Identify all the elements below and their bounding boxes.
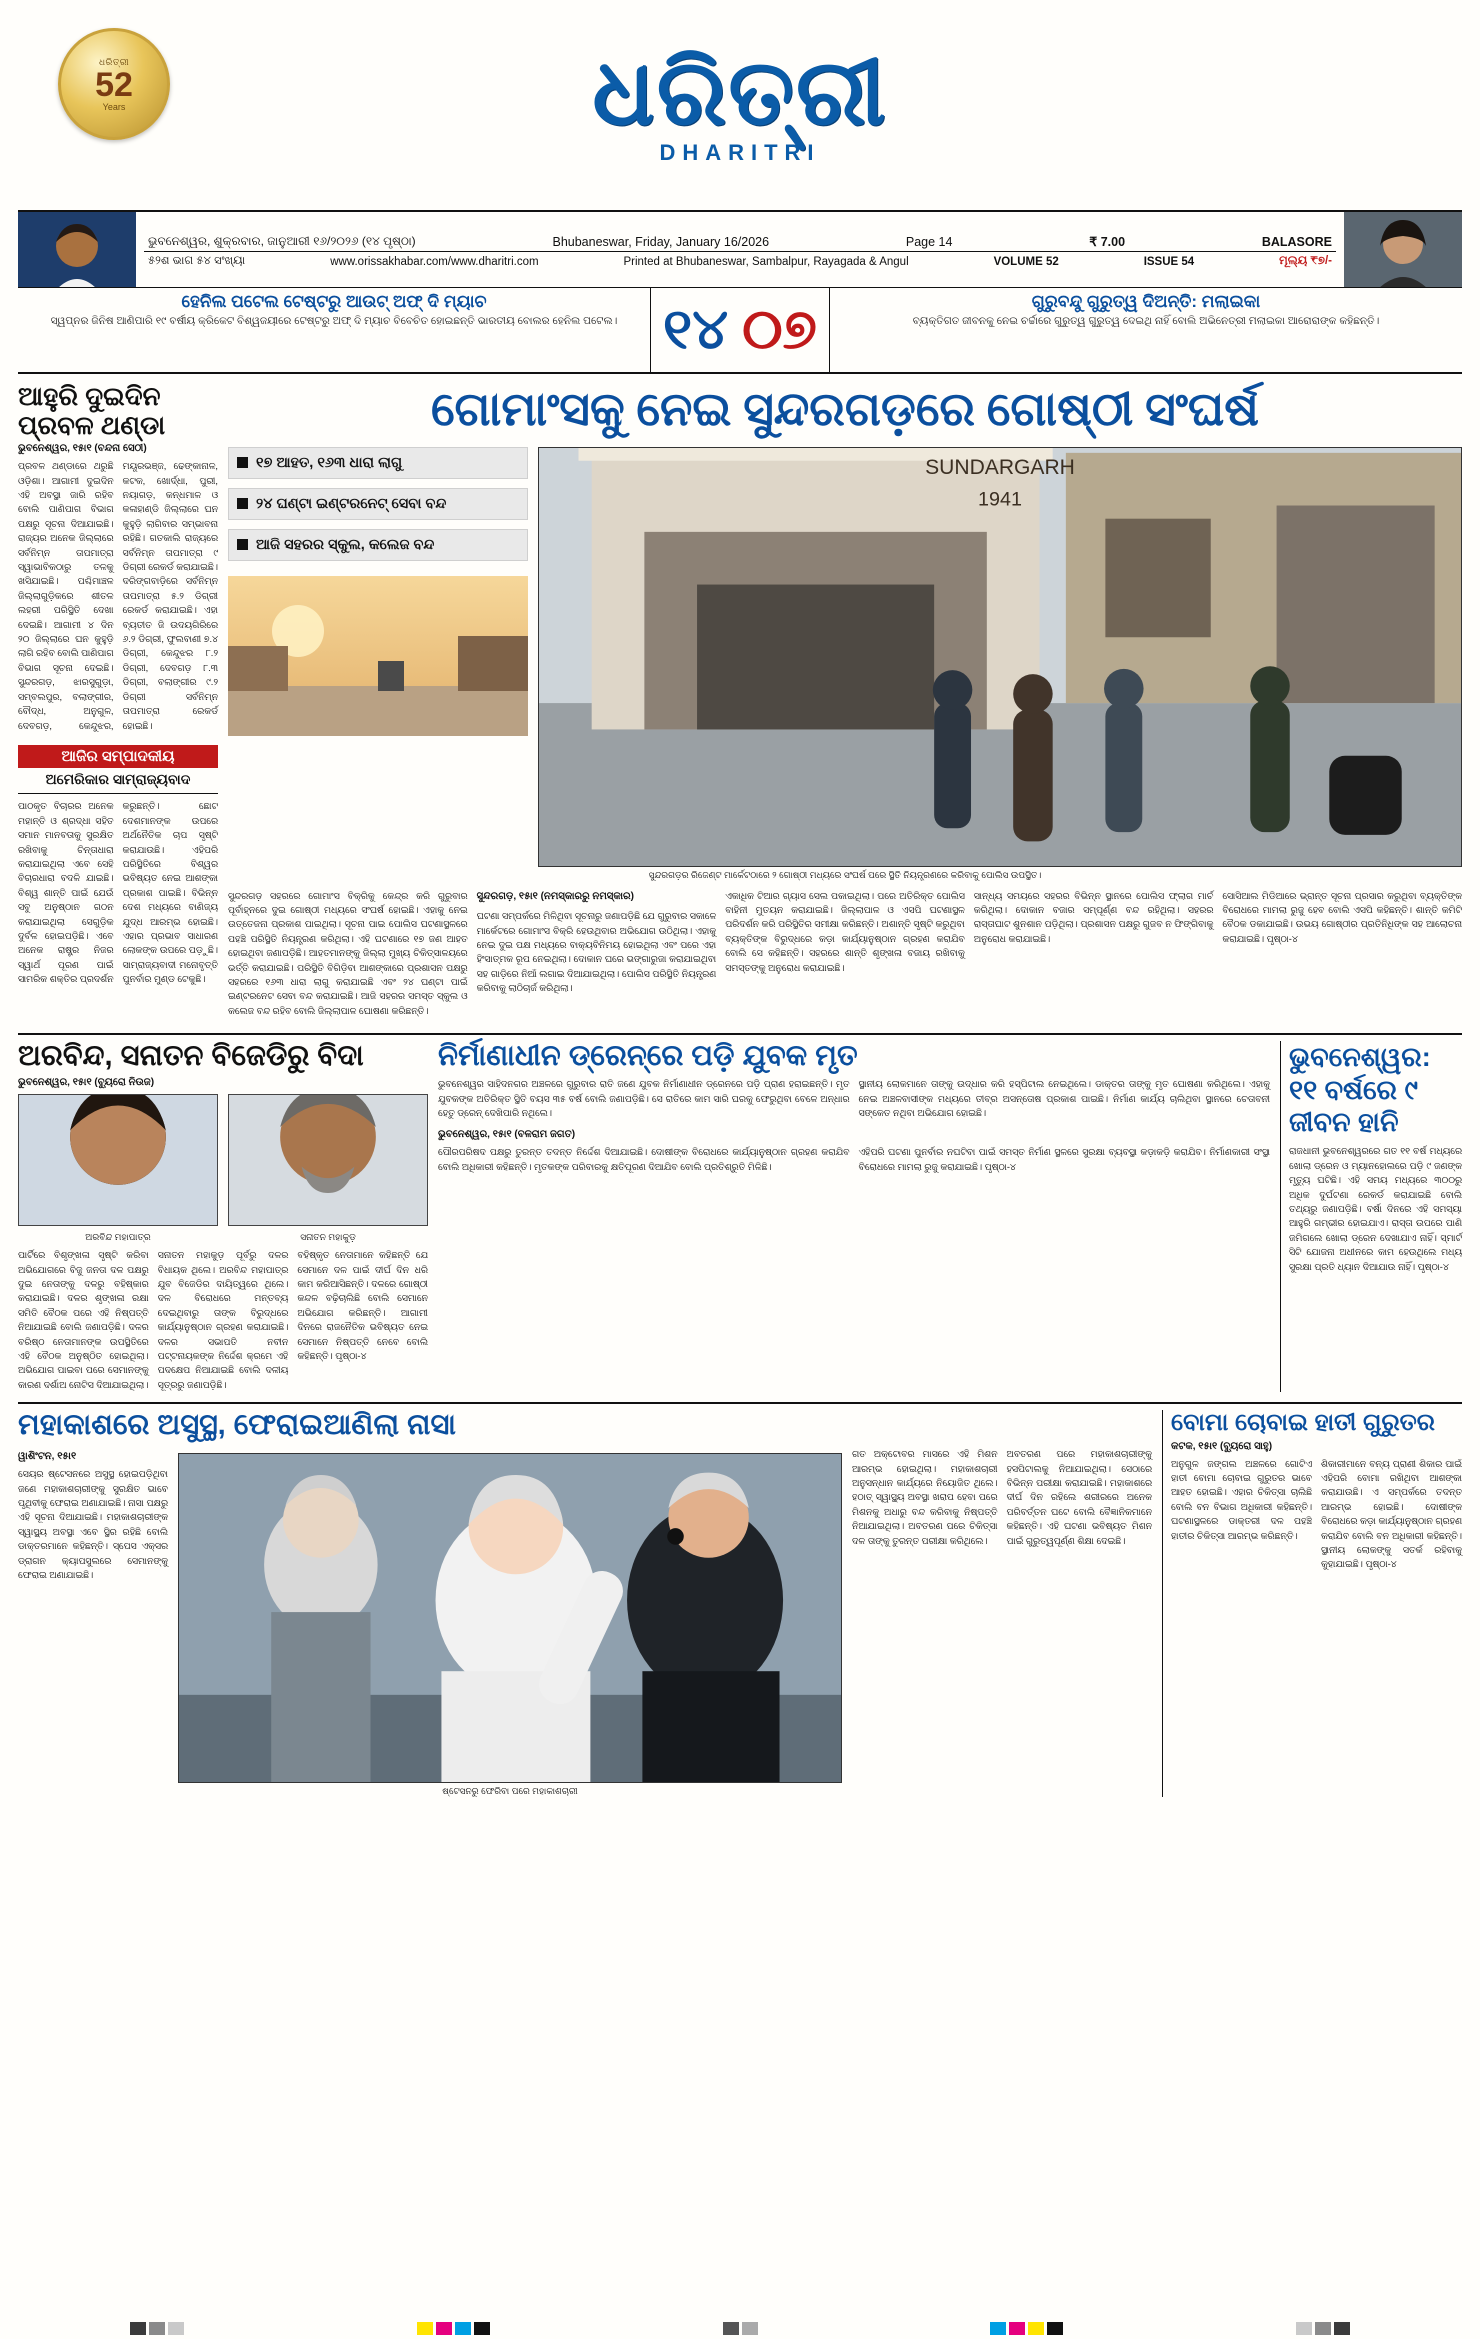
bullet-square-icon bbox=[237, 498, 248, 509]
deaths-body-text: ରାଜଧାନୀ ଭୁବନେଶ୍ୱରରେ ଗତ ୧୧ ବର୍ଷ ମଧ୍ୟରେ ଖୋଲା ଡ୍ରେନ ଓ ମ୍ୟାନହୋଲରେ ପଡ଼ି ୯ ଜଣଙ୍କ ମୃତ୍ୟୁ ଘଟିଛି। ଏହି ସମୟ ମଧ୍ୟରେ ୩୦୦ରୁ ଅଧିକ ଦୁର୍ଘଟଣା ରେକର୍ଡ କରାଯାଇଛି ବୋଲି ତଥ୍ୟରୁ ଜଣାପଡ଼ିଛି। ବର୍ଷା ଦିନରେ ଏହି ସମସ୍ୟା ଆହୁରି ଗମ୍ଭୀର ହୋଇଯାଏ। ରାସ୍ତା ଉପରେ ପାଣି ଜମିଗଲେ ଖୋଲା ଡ୍ରେନ ଦେଖାଯାଏ ନାହିଁ। ସ୍ମାର୍ଟ ସିଟି ଯୋଜନା ଅଧୀନରେ କାମ ହେଉଥିଲେ ମଧ୍ୟ ସୁରକ୍ଷା ପ୍ରତି ଧ୍ୟାନ ଦିଆଯାଉ ନାହିଁ। ପୃଷ୍ଠା-୪ bbox=[1289, 1146, 1462, 1272]
teaser-left-text: ସ୍ୱପ୍ନର ଜିନିଷ ଆଣିପାରି ୧୯ ବର୍ଷୀୟ କ୍ରିକେଟ ବିଶ୍ୱଜୟୀରେ ଟେଷ୍ଟରୁ ଅଫ୍ ଦି ମ୍ୟାଚ ବିବେଚିତ ହୋଇଛନ୍ତି ଭାରତୀୟ ବୋଲର ହେନିଲ ପଟେଲ। bbox=[50, 314, 618, 327]
lead-col-3 bbox=[725, 889, 965, 1024]
nasa-col2-text: ଗତ ଅକ୍ଟୋବର ମାସରେ ଏହି ମିଶନ ଆରମ୍ଭ ହୋଇଥିଲା। ମହାକାଶଚାରୀ ଅନୁସନ୍ଧାନ କାର୍ଯ୍ୟରେ ନିୟୋଜିତ ଥିଲେ। ହଠାତ୍ ସ୍ୱାସ୍ଥ୍ୟ ଅବସ୍ଥା ଖରାପ ହେବା ପରେ ମିଶନକୁ ଅଧାରୁ ବନ୍ଦ କରିବାକୁ ନିଷ୍ପତ୍ତି ନିଆଯାଇଥିଲା। ଅବତରଣ ପରେ ଚିକିତ୍ସା ଦଳ ତାଙ୍କୁ ତୁରନ୍ତ ପରୀକ୍ଷା କରିଥିଲେ। bbox=[852, 1449, 998, 1546]
masthead-title-block bbox=[592, 42, 888, 165]
bjd-headline: ଅରବିନ୍ଦ, ସନାତନ ବିଜେଡିରୁ ବିଦା bbox=[18, 1040, 364, 1073]
reg-swatch bbox=[130, 2322, 146, 2335]
edition-name: BALASORE bbox=[1261, 234, 1332, 249]
riot-scene-photo-illustration bbox=[539, 448, 1461, 866]
lead-bullets bbox=[228, 447, 528, 867]
cricketer-photo bbox=[18, 212, 136, 287]
reg-swatch bbox=[1334, 2322, 1350, 2335]
lead-bullet-text: ୨୪ ଘଣ୍ଟା ଇଣ୍ଟରନେଟ୍ ସେବା ବନ୍ଦ bbox=[256, 495, 447, 512]
lead-bullet bbox=[228, 529, 528, 561]
main-content bbox=[18, 382, 1462, 1023]
story-drain bbox=[438, 1041, 1270, 1392]
cover-price: ₹ 7.00 bbox=[1089, 235, 1126, 249]
bjd-body-3: ବହିଷ୍କୃତ ନେତାମାନେ କହିଛନ୍ତି ଯେ ସେମାନେ ଦଳ ପାଇଁ ଦୀର୍ଘ ଦିନ ଧରି କାମ କରିଆସିଛନ୍ତି। ଦଳରେ ଗୋଷ୍ଠୀ କନ୍ଦଳ ବଢ଼ିଚାଲିଛି ବୋଲି ସେମାନେ ଅଭିଯୋଗ କରିଛନ୍ତି। ଆଗାମୀ ଦିନରେ ରାଜନୈତିକ ଭବିଷ୍ୟତ ନେଇ ସେମାନେ ନିଷ୍ପତ୍ତି ନେବେ ବୋଲି କହିଛନ୍ତି। ପୃଷ୍ଠା-୪ bbox=[297, 1250, 428, 1362]
registration-swatches-right bbox=[1296, 2322, 1350, 2335]
bjd-body-2: ସନାତନ ମହାକୁଡ଼ ପୂର୍ବରୁ ଦଳର ବିଧାୟକ ଥିଲେ। ଅରବିନ୍ଦ ମହାପାତ୍ର ଯୁବ ବିଜେଡିର ଦାୟିତ୍ୱରେ ଥିଲେ। ଦଳ ବିରୋଧରେ ମନ୍ତବ୍ୟ ଦେଇଥିବାରୁ ତାଙ୍କ ବିରୁଦ୍ଧରେ କାର୍ଯ୍ୟାନୁଷ୍ଠାନ ଗ୍ରହଣ କରାଯାଇଛି। ଦଳର ସଭାପତି ନବୀନ ପଟ୍ଟନାୟକଙ୍କ ନିର୍ଦ୍ଦେଶ କ୍ରମେ ଏହି ପଦକ୍ଷେପ ନିଆଯାଇଛି ବୋଲି ଦଳୀୟ ସୂତ୍ରରୁ ଜଣାପଡ଼ିଛି। bbox=[157, 1250, 289, 1390]
teaser-left-headline: ହେନିଲ ପଟେଲ ଟେଷ୍ଟରୁ ଆଉଟ୍ ଅଫ୍ ଦି ମ୍ୟାଚ bbox=[181, 292, 487, 311]
badge-number: 52 bbox=[95, 65, 133, 104]
lead-col-5 bbox=[1222, 889, 1462, 1024]
story-elephant bbox=[1162, 1410, 1462, 1797]
lead-bullet bbox=[228, 488, 528, 520]
drain-headline: ନିର୍ମାଣାଧୀନ ଡ୍ରେନ୍‌ରେ ପଡ଼ି ଯୁବକ ମୃତ bbox=[438, 1040, 858, 1073]
man-portrait-icon bbox=[19, 1095, 217, 1225]
masthead bbox=[18, 0, 1462, 210]
teaser-left[interactable] bbox=[18, 288, 650, 372]
nasa-photo-caption: ଷ୍ଟେସନରୁ ଫେରିବା ପରେ ମହାକାଶଚାରୀ bbox=[442, 1786, 578, 1797]
elephant-dateline: କଟକ, ୧୫ା୧ (ବ୍ୟୁରୋ ସାହୁ) bbox=[1171, 1440, 1273, 1452]
lead-photo bbox=[538, 447, 1462, 867]
right-column bbox=[228, 382, 1462, 1023]
secondary-stories bbox=[18, 1033, 1462, 1392]
teaser-right-text: ବ୍ୟକ୍ତିଗତ ଜୀବନକୁ ନେଇ ଚର୍ଚ୍ଚାରେ ଗୁରୁତ୍ୱ ଗୁରୁତ୍ୱ ଦେଇଥି ନାହିଁ ବୋଲି ଅଭିନେତ୍ରୀ ମଲାଇକା ଆରୋରାଙ୍କ କହିଛନ୍ତି। bbox=[912, 314, 1380, 327]
registration-swatches-left bbox=[130, 2322, 184, 2335]
odia-dateline: ଭୁବନେଶ୍ୱର, ଶୁକ୍ରବାର, ଜାନୁଆରୀ ୧୬/୨୦୨୬ (୧୪ ପୃଷ୍ଠା) bbox=[148, 234, 416, 248]
nasa-col1-text: ସେୟର ଷ୍ଟେସନରେ ଅସୁସ୍ଥ ହୋଇପଡ଼ିଥିବା ଜଣେ ମହାକାଶଚାରୀଙ୍କୁ ସୁରକ୍ଷିତ ଭାବେ ପୃଥିବୀକୁ ଫେରାଇ ଅଣାଯାଇଛି। ନାସା ପକ୍ଷରୁ ଏହି ସୂଚନା ଦିଆଯାଇଛି। ମହାକାଶଚାରୀଙ୍କ ସ୍ୱାସ୍ଥ୍ୟ ଅବସ୍ଥା ଏବେ ସ୍ଥିର ରହିଛି ବୋଲି ଡାକ୍ତରମାନେ କହିଛନ୍ତି। ସ୍ପେସ ଏକ୍ସର ଡ୍ରାଗନ କ୍ୟାପସୁଲରେ ସେମାନଙ୍କୁ ଫେରାଇ ଅଣାଯାଇଛି। bbox=[18, 1469, 168, 1580]
drain-body-4: ଏହିପରି ଘଟଣା ପୁନର୍ବାର ନଘଟିବା ପାଇଁ ସମସ୍ତ ନିର୍ମାଣ ସ୍ଥଳରେ ସୁରକ୍ଷା ବ୍ୟବସ୍ଥା କଡ଼ାକଡ଼ି କରାଯିବ। ନିର୍ମାଣକାରୀ ସଂସ୍ଥା ବିରୋଧରେ ମାମଲା ରୁଜୁ କରାଯାଇଛି। ପୃଷ୍ଠା-୪ bbox=[858, 1147, 1270, 1172]
drain-body-1: ଭୁବନେଶ୍ୱର ସାହିଦନଗର ଅଞ୍ଚଳରେ ଗୁରୁବାର ରାତି ଜଣେ ଯୁବକ ନିର୍ମାଣାଧୀନ ଡ୍ରେନରେ ପଡ଼ି ପ୍ରାଣ ହରାଇଛନ୍ତି। ମୃତ ଯୁବକଙ୍କ ଅତିରିକ୍ତ ସ୍ଥିତି ବୟସ ୩୫ ବର୍ଷ ବୋଲି ଜଣାପଡ଼ିଛି। ସେ ରାତିରେ କାମ ସାରି ଘରକୁ ଫେରୁଥିବା ବେଳେ ଅନ୍ଧାର ହେତୁ ଡ୍ରେନ୍ ଦେଖିପାରି ନଥିଲେ। bbox=[438, 1079, 850, 1118]
teaser-right-headline: ଗୁରୁବନ୍ଦୁ ଗୁରୁତ୍ୱ ଦିଅନ୍ତି: ମଲାଇକା bbox=[1031, 292, 1261, 311]
reg-swatch bbox=[1296, 2322, 1312, 2335]
portrait-arabinda bbox=[18, 1094, 218, 1226]
elephant-col1-text: ଅନୁଗୁଳ ଜଙ୍ଗଲ ଅଞ୍ଚଳରେ ଗୋଟିଏ ହାତୀ ବୋମା ଚୋବାଇ ଗୁରୁତର ଭାବେ ଆହତ ହୋଇଛି। ଏହାର ଚିକିତ୍ସା ଚାଲିଛି ବୋଲି ବନ ବିଭାଗ ଅଧିକାରୀ କହିଛନ୍ତି। ଘଟଣାସ୍ଥଳରେ ଡାକ୍ତରୀ ଦଳ ପହଞ୍ଚି ହାତୀର ଚିକିତ୍ସା ଆରମ୍ଭ କରିଛନ୍ତି। bbox=[1171, 1458, 1312, 1541]
info-bar-text bbox=[136, 212, 1344, 287]
bjd-body-1: ପାର୍ଟିରେ ବିଶୃଙ୍ଖଳା ସୃଷ୍ଟି କରିବା ଅଭିଯୋଗରେ ବିଜୁ ଜନତା ଦଳ ପକ୍ଷରୁ ଦୁଇ ନେତାଙ୍କୁ ଦଳରୁ ବହିଷ୍କାର କରାଯାଇଛି। ଦଳର ଶୃଙ୍ଖଳା ରକ୍ଷା ସମିତି ବୈଠକ ପରେ ଏହି ନିଷ୍ପତ୍ତି ନିଆଯାଇଛି ବୋଲି ଜଣାପଡ଼ିଛି। ଦଳର ବରିଷ୍ଠ ନେତାମାନଙ୍କ ଉପସ୍ଥିତିରେ ଏହି ବୈଠକ ଅନୁଷ୍ଠିତ ହୋଇଥିଲା। ଅଭିଯୋଗ ପାଇବା ପରେ ସେମାନଙ୍କୁ କାରଣ ଦର୍ଶାଅ ନୋଟିସ ଦିଆଯାଇଥିଲା। bbox=[18, 1250, 149, 1390]
nasa-dateline: ୱାଶିଂଟନ, ୧୫ା୧ bbox=[18, 1451, 77, 1463]
celebrity-portrait-icon bbox=[1344, 212, 1462, 287]
svg-text:SUNDARGARH: SUNDARGARH bbox=[925, 455, 1075, 479]
badge-years-label: Years bbox=[102, 101, 126, 112]
editorial-body-text: ପାଠକୃତ ବିଚାରର ଅନେକ ମହାନ୍ତି ଓ ଶ୍ରଦ୍ଧା ସହିତ ସମାନ ମାନବତାକୁ ସୁରକ୍ଷିତ ରଖିବାକୁ ଚିନ୍ତାଧାରା କରାଯାଇଥିଲା ଏବେ ସେହି ବିଚାରଧାରା ବଦଳି ଯାଇଛି। ବିଶ୍ୱ ଶାନ୍ତି ପାଇଁ ଯେଉଁ ସବୁ ଅନୁଷ୍ଠାନ ଗଠନ କରାଯାଇଥିଲା ସେଗୁଡ଼ିକ ଦୁର୍ବଳ ହୋଇପଡ଼ିଛି। ଏବେ ଅନେକ ରାଷ୍ଟ୍ର ନିଜର ସ୍ୱାର୍ଥ ପୂରଣ ପାଇଁ ସାମରିକ ଶକ୍ତିର ପ୍ରଦର୍ଶନ କରୁଛନ୍ତି। ଛୋଟ ଦେଶମାନଙ୍କ ଉପରେ ଅର୍ଥନୈତିକ ଚାପ ସୃଷ୍ଟି କରାଯାଉଛି। ଏହିପରି ପରିସ୍ଥିତିରେ ବିଶ୍ୱର ଭବିଷ୍ୟତ ନେଇ ଆଶଙ୍କା ପ୍ରକାଶ ପାଇଛି। ବିଭିନ୍ନ ଦେଶ ମଧ୍ୟରେ ବାଣିଜ୍ୟ ଯୁଦ୍ଧ ଆରମ୍ଭ ହୋଇଛି। ଏହାର ପ୍ରଭାବ ସାଧାରଣ ଲୋକଙ୍କ ଉପରେ ପଡ଼ୁଛି। ସାମ୍ରାଜ୍ୟବାଦୀ ମନୋବୃତ୍ତି ପୁନର୍ବାର ମୁଣ୍ଡ ଟେକୁଛି। bbox=[18, 801, 218, 985]
reg-swatch bbox=[474, 2322, 490, 2335]
street-scene-illustration bbox=[228, 576, 528, 736]
elephant-body bbox=[1171, 1457, 1462, 1572]
reg-swatch bbox=[742, 2322, 758, 2335]
lead-bullet-text: ୧୭ ଆହତ, ୧୬୩ ଧାରା ଲାଗୁ bbox=[256, 454, 403, 471]
reg-swatch bbox=[1009, 2322, 1025, 2335]
lead-col1-text: ସୁନ୍ଦରଗଡ଼ ସହରରେ ଗୋମାଂସ ବିକ୍ରିକୁ କେନ୍ଦ୍ର କରି ଗୁରୁବାର ପୂର୍ବାହ୍ନରେ ଦୁଇ ଗୋଷ୍ଠୀ ମଧ୍ୟରେ ସଂଘର୍ଷ ହୋଇଛି। ଏହାକୁ ନେଇ ଉତ୍ତେଜନା ପ୍ରକାଶ ପାଇଥିଲା। ସୂଚନା ପାଇ ପୋଲିସ ଘଟଣାସ୍ଥଳରେ ପହଞ୍ଚି ପରିସ୍ଥିତି ନିୟନ୍ତ୍ରଣ କରିଥିଲା। ଏହି ଘଟଣାରେ ୧୭ ଜଣ ଆହତ ହୋଇଥିବା ଜଣାପଡ଼ିଛି। ଆହତମାନଙ୍କୁ ଜିଲ୍ଲା ମୁଖ୍ୟ ଚିକିତ୍ସାଳୟରେ ଭର୍ତ୍ତି କରାଯାଇଛି। ପରିସ୍ଥିତି ବିଗିଡ଼ିବା ଆଶଙ୍କାରେ ପ୍ରଶାସନ ପକ୍ଷରୁ ସହରରେ ୧୬୩ ଧାରା ଲାଗୁ କରାଯାଇଛି ଏବଂ ୨୪ ଘଣ୍ଟା ପାଇଁ ଇଣ୍ଟରନେଟ ସେବା ବନ୍ଦ କରାଯାଇଛି। ଆଜି ସହରର ସମସ୍ତ ସ୍କୁଲ ଓ କଲେଜ ବନ୍ଦ ରହିବ ବୋଲି ଜିଲ୍ଲାପାଳ ଘୋଷଣା କରିଛନ୍ତି। bbox=[228, 890, 468, 1016]
deaths-headline: ଭୁବନେଶ୍ୱର: ୧୧ ବର୍ଷରେ ୯ ଜୀବନ ହାନି bbox=[1289, 1042, 1431, 1138]
reg-swatch bbox=[1028, 2322, 1044, 2335]
elephant-col2-text: ଶିକାରୀମାନେ ବନ୍ୟ ପ୍ରାଣୀ ଶିକାର ପାଇଁ ଏହିପରି ବୋମା ରଖିଥିବା ଆଶଙ୍କା କରାଯାଉଛି। ଏ ସମ୍ପର୍କରେ ତଦନ୍ତ ଆରମ୍ଭ ହୋଇଛି। ଦୋଷୀଙ୍କ ବିରୋଧରେ କଡ଼ା କାର୍ଯ୍ୟାନୁଷ୍ଠାନ ଗ୍ରହଣ କରାଯିବ ବୋଲି ବନ ଅଧିକାରୀ କହିଛନ୍ତି। ସ୍ଥାନୀୟ ଲୋକଙ୍କୁ ସତର୍କ ରହିବାକୁ କୁହାଯାଇଛି। ପୃଷ୍ଠା-୪ bbox=[1321, 1458, 1462, 1570]
nasa-headline: ମହାକାଶରେ ଅସୁସ୍ଥ, ଫେରାଇଆଣିଲା ନାସା bbox=[18, 1409, 456, 1442]
teaser-number-left: ୧୪ bbox=[663, 299, 729, 361]
deaths-body bbox=[1289, 1144, 1462, 1274]
reg-swatch bbox=[168, 2322, 184, 2335]
left-column bbox=[18, 382, 218, 1023]
story-bjd bbox=[18, 1041, 428, 1392]
lead-col2-text: ଘଟଣା ସମ୍ପର୍କରେ ମିଳିଥିବା ସୂଚନାରୁ ଜଣାପଡ଼ିଛି ଯେ ଗୁରୁବାର ସକାଳେ ମାର୍କେଟରେ ଗୋମାଂସ ବିକ୍ରି ହେଉଥିବାର ଅଭିଯୋଗ ଉଠିଥିଲା। ଏହାକୁ ନେଇ ଦୁଇ ପକ୍ଷ ମଧ୍ୟରେ ବାକ୍ୟବିନିମୟ ହୋଇଥିଲା ଏବଂ ପରେ ଏହା ହିଂସାତ୍ମକ ରୂପ ନେଇଥିଲା। ଦୋକାନ ଘରେ ଭଙ୍ଗାରୁଜା କରାଯାଇଥିବା ସହ ଗାଡ଼ିରେ ନିଆଁ ଲଗାଇ ଦିଆଯାଇଥିଲା। ପୋଲିସ ପରିସ୍ଥିତି ନିୟନ୍ତ୍ରଣ କରିବାକୁ ଲାଠିଚାର୍ଜ କରିଥିଲା। bbox=[476, 911, 717, 994]
cricketer-portrait-icon bbox=[18, 212, 136, 287]
reg-swatch bbox=[455, 2322, 471, 2335]
editorial-label: ଆଜିର ସମ୍ପାଦକୀୟ bbox=[18, 745, 218, 768]
nasa-photo bbox=[178, 1453, 842, 1783]
lead-col-2 bbox=[477, 889, 717, 1024]
portrait-caption-1: ଅରବିନ୍ଦ ମହାପାତ୍ର bbox=[85, 1232, 151, 1243]
lead-body bbox=[228, 447, 1462, 867]
teaser-strip bbox=[18, 288, 1462, 374]
lead-col4-text: ସାନ୍ଧ୍ୟ ସମୟରେ ସହରର ବିଭିନ୍ନ ସ୍ଥାନରେ ପୋଲିସ ଫ୍ଲାଗ ମାର୍ଚ କରିଥିଲା। ଦୋକାନ ବଜାର ସମ୍ପୂର୍ଣ୍ଣ ବନ୍ଦ ରହିଥିଲା। ସହରର ରାସ୍ତାଘାଟ ଶୁନଶାନ ପଡ଼ିଥିଲା। ପ୍ରଶାସନ ପକ୍ଷରୁ ଗୁଜବ ନ ଫିଙ୍ଗିବାକୁ ଅନୁରୋଧ କରାଯାଇଛି। bbox=[973, 890, 1214, 944]
lead-headline: ଗୋମାଂସକୁ ନେଇ ସୁନ୍ଦରଗଡ଼ରେ ଗୋଷ୍ଠୀ ସଂଘର୍ଷ bbox=[431, 384, 1259, 436]
masthead-title-english: DHARITRI bbox=[659, 139, 821, 165]
drain-lead bbox=[438, 1077, 1270, 1125]
celebrity-photo bbox=[1344, 212, 1462, 287]
story-bhubaneswar-deaths bbox=[1280, 1041, 1462, 1392]
bullet-square-icon bbox=[237, 457, 248, 468]
nasa-cols-right bbox=[852, 1447, 1152, 1797]
lead-col3-text: ଏକାଧିକ ଟିଆର ଗ୍ୟାସ ସେଲ ପକାଇଥିଲା। ପରେ ଅତିରିକ୍ତ ପୋଲିସ ବାହିନୀ ମୁତୟନ କରାଯାଇଛି। ଜିଲ୍ଲାପାଳ ଓ ଏସପି ଘଟଣାସ୍ଥଳ ପରିଦର୍ଶନ କରି ପରିସ୍ଥିତିର ସମୀକ୍ଷା କରିଛନ୍ତି। ଅଶାନ୍ତି ସୃଷ୍ଟି କରୁଥିବା ବ୍ୟକ୍ତିଙ୍କ ବିରୁଦ୍ଧରେ କଡ଼ା କାର୍ଯ୍ୟାନୁଷ୍ଠାନ ଗ୍ରହଣ କରାଯିବ ବୋଲି ସେ କହିଛନ୍ତି। ସହରରେ ଶାନ୍ତି ଶୃଙ୍ଖଳା ବଜାୟ ରଖିବାକୁ ସମସ୍ତଙ୍କୁ ଅନୁରୋଧ କରାଯାଇଛି। bbox=[725, 890, 965, 973]
print-registration-bar bbox=[0, 2317, 1480, 2339]
info-bar bbox=[18, 210, 1462, 288]
bjd-body bbox=[18, 1248, 428, 1392]
badge-top-label: ଧରିତ୍ରୀ bbox=[98, 56, 130, 67]
drain-body-2: ସ୍ଥାନୀୟ ଲୋକମାନେ ତାଙ୍କୁ ଉଦ୍ଧାର କରି ହସ୍ପିଟାଲ ନେଇଥିଲେ। ଡାକ୍ତର ତାଙ୍କୁ ମୃତ ଘୋଷଣା କରିଥିଲେ। ଏହାକୁ ନେଇ ଅଞ୍ଚଳବାସୀଙ୍କ ମଧ୍ୟରେ ତୀବ୍ର ଅସନ୍ତୋଷ ପ୍ରକାଶ ପାଇଛି। ନିର୍ମାଣ କାର୍ଯ୍ୟ ଚାଲିଥିବା ସ୍ଥାନରେ ଚେତାବନୀ ସଙ୍କେତ ନଥିବା ଅଭିଯୋଗ ହୋଇଛି। bbox=[858, 1079, 1270, 1118]
teaser-right[interactable] bbox=[830, 288, 1462, 372]
reg-swatch bbox=[1315, 2322, 1331, 2335]
odia-volume: ୫୨ଶ ଭାଗ ୫୪ ସଂଖ୍ୟା bbox=[148, 255, 246, 267]
svg-text:1941: 1941 bbox=[978, 488, 1022, 511]
lead-bullet bbox=[228, 447, 528, 479]
astronaut-recovery-photo-illustration bbox=[179, 1454, 841, 1782]
editorial-title: ଅମେରିକାର ସାମ୍ରାଜ୍ୟବାଦ bbox=[18, 768, 218, 794]
editorial-body bbox=[18, 799, 218, 989]
english-dateline: Bhubaneswar, Friday, January 16/2026 bbox=[552, 234, 770, 249]
price-odia: ମୂଲ୍ୟ ₹୭/- bbox=[1279, 255, 1332, 267]
portrait-caption-2: ସନାତନ ମହାକୁଡ଼ bbox=[300, 1232, 356, 1243]
nasa-col-1 bbox=[18, 1467, 168, 1582]
weather-dateline: ଭୁବନେଶ୍ୱର, ୧୫ା୧ (ବନ୍ଦନା ସେଠୀ) bbox=[18, 443, 147, 455]
elephant-headline: ବୋମା ଚୋବାଇ ହାତୀ ଗୁରୁତର bbox=[1171, 1409, 1435, 1437]
bottom-stories bbox=[18, 1402, 1462, 1797]
anniversary-badge bbox=[58, 28, 170, 140]
page-number-graphic bbox=[650, 288, 830, 372]
registration-swatches-cmyk-1 bbox=[417, 2322, 490, 2335]
volume-label: VOLUME 52 bbox=[993, 255, 1059, 268]
page-number: Page 14 bbox=[905, 234, 953, 249]
masthead-title-odia: ଧରିତ୍ରୀ bbox=[592, 42, 888, 145]
drain-body-rest bbox=[438, 1145, 1270, 1179]
registration-swatches-mid bbox=[723, 2322, 758, 2335]
drain-body-3: ପୌରପରିଷଦ ପକ୍ଷରୁ ତୁରନ୍ତ ତଦନ୍ତ ନିର୍ଦ୍ଦେଶ ଦିଆଯାଇଛି। ଦୋଷୀଙ୍କ ବିରୋଧରେ କାର୍ଯ୍ୟାନୁଷ୍ଠାନ ଗ୍ରହଣ କରାଯିବ ବୋଲି ଅଧିକାରୀ କହିଛନ୍ତି। ମୃତକଙ୍କ ପରିବାରକୁ କ୍ଷତିପୂରଣ ଦିଆଯିବ ବୋଲି ପ୍ରତିଶ୍ରୁତି ମିଳିଛି। bbox=[438, 1147, 850, 1172]
reg-swatch bbox=[417, 2322, 433, 2335]
bjd-dateline: ଭୁବନେଶ୍ୱର, ୧୫ା୧ (ବ୍ୟୁରୋ ନିଉଜ) bbox=[18, 1077, 155, 1089]
lead-col-1 bbox=[228, 889, 468, 1024]
reg-swatch bbox=[1047, 2322, 1063, 2335]
reg-swatch bbox=[149, 2322, 165, 2335]
lead-bullet-text: ଆଜି ସହରର ସ୍କୁଲ, କଲେଜ ବନ୍ଦ bbox=[256, 536, 435, 553]
lead-photo-caption: ସୁନ୍ଦରଗଡ଼ର ରିଜେଣ୍ଟ ମାର୍କେଟଠାରେ ୨ ଗୋଷ୍ଠୀ ମଧ୍ୟରେ ସଂଘର୍ଷ ପରେ ସ୍ଥିତି ନିୟନ୍ତ୍ରଣରେ କରିବାକୁ ପୋଲିସ ଉପସ୍ଥିତ। bbox=[648, 869, 1042, 880]
portrait-sanatan bbox=[228, 1094, 428, 1226]
drain-dateline: ଭୁବନେଶ୍ୱର, ୧୫ା୧ (ବଳରାମ ଜଗତ) bbox=[438, 1129, 576, 1141]
lead-col-4 bbox=[974, 889, 1214, 1024]
reg-swatch bbox=[990, 2322, 1006, 2335]
weather-body-text: ପ୍ରବଳ ଥଣ୍ଡାରେ ଥରୁଛି ଓଡ଼ିଶା। ଆଗାମୀ ଦୁଇଦିନ ଏହି ଅବସ୍ଥା ଜାରି ରହିବ ବୋଲି ପାଣିପାଗ ବିଭାଗ ପକ୍ଷରୁ ସୂଚନା ଦିଆଯାଇଛି। ରାଜ୍ୟର ଅନେକ ଜିଲ୍ଲାରେ ସର୍ବନିମ୍ନ ତାପମାତ୍ରା ସ୍ୱାଭାବିକଠାରୁ ତଳକୁ ଖସିଯାଇଛି। ପଶ୍ଚିମାଞ୍ଚଳ ଜିଲ୍ଲାଗୁଡ଼ିକରେ ଶୀତଳ ଲହରୀ ପରିସ୍ଥିତି ଦେଖା ଦେଇଛି। ଆଗାମୀ ୪ ଦିନ ୨୦ ଜିଲ୍ଲାରେ ଘନ କୁହୁଡ଼ି ଲାଗି ରହିବ ବୋଲି ପାଣିପାଗ ବିଭାଗ ସୂଚନା ଦେଇଛି। ସୁନ୍ଦରଗଡ଼, ଝାରସୁଗୁଡ଼ା, ସମ୍ବଲପୁର, ବଲାଙ୍ଗୀର, ବୌଦ୍ଧ, ଅନୁଗୁଳ, ଦେବଗଡ଼, କେନ୍ଦୁଝର, ମୟୂରଭଞ୍ଜ, ଢେଙ୍କାନାଳ, କଟକ, ଖୋର୍ଦ୍ଧା, ପୁରୀ, ନୟାଗଡ଼, କନ୍ଧମାଳ ଓ କଳାହାଣ୍ଡି ଜିଲ୍ଲାରେ ଘନ କୁହୁଡ଼ି ଲାଗିବାର ସମ୍ଭାବନା ରହିଛି। ଗତକାଲି ରାଜ୍ୟରେ ସର୍ବନିମ୍ନ ତାପମାତ୍ରା ୯ ଡିଗ୍ରୀ ରେକର୍ଡ କରାଯାଇଛି। ଦରିଙ୍ଗବାଡ଼ିରେ ସର୍ବନିମ୍ନ ତାପମାତ୍ରା ୫.୨ ଡିଗ୍ରୀ ରେକର୍ଡ କରାଯାଇଛି। ଏହା ବ୍ୟତୀତ ଜି ଉଦୟଗିରିରେ ୬.୨ ଡିଗ୍ରୀ, ଫୁଲବାଣୀ ୭.୪ ଡିଗ୍ରୀ, କେନ୍ଦୁଝର ୮.୨ ଡିଗ୍ରୀ, ଦେବଗଡ଼ ୮.୩ ଡିଗ୍ରୀ, ବଲାଙ୍ଗୀର ୯.୨ ଡିଗ୍ରୀ ସର୍ବନିମ୍ନ ତାପମାତ୍ରା ରେକର୍ଡ ହୋଇଛି। bbox=[18, 461, 218, 731]
bjd-portraits bbox=[18, 1094, 428, 1226]
registration-swatches-cmyk-2 bbox=[990, 2322, 1063, 2335]
lead-col5-text: ସୋସିଆଲ ମିଡିଆରେ ଭ୍ରାନ୍ତ ସୂଚନା ପ୍ରସାର କରୁଥିବା ବ୍ୟକ୍ତିଙ୍କ ବିରୋଧରେ ମାମଲା ରୁଜୁ ହେବ ବୋଲି ଏସପି କହିଛନ୍ତି। ଶାନ୍ତି କମିଟି ବୈଠକ ଡକାଯାଇଛି। ଉଭୟ ଗୋଷ୍ଠୀର ପ୍ରତିନିଧିଙ୍କ ସହ ଆଲୋଚନା କରାଯାଇଛି। ପୃଷ୍ଠା-୪ bbox=[1222, 890, 1462, 944]
lead-col2-dateline: ସୁନ୍ଦରଗଡ଼, ୧୫ା୧ (ନମସ୍କାରରୁ ନମସ୍କାର) bbox=[476, 890, 634, 902]
reg-swatch bbox=[723, 2322, 739, 2335]
teaser-number-right: ୦୭ bbox=[742, 299, 817, 361]
lead-story-columns bbox=[228, 889, 1462, 1024]
story-nasa bbox=[18, 1410, 1152, 1797]
nasa-col3-text: ଅବତରଣ ପରେ ମହାକାଶଚାରୀଙ୍କୁ ହସପିଟାଲକୁ ନିଆଯାଇଥିଲା। ସେଠାରେ ବିଭିନ୍ନ ପରୀକ୍ଷା କରାଯାଇଛି। ମହାକାଶରେ ଦୀର୍ଘ ଦିନ ରହିଲେ ଶରୀରରେ ଅନେକ ପରିବର୍ତ୍ତନ ଘଟେ ବୋଲି ବୈଜ୍ଞାନିକମାନେ କହିଛନ୍ତି। ଏହି ଘଟଣା ଭବିଷ୍ୟତ ମିଶନ ପାଇଁ ଗୁରୁତ୍ୱପୂର୍ଣ୍ଣ ଶିକ୍ଷା ଦେଇଛି। bbox=[1006, 1449, 1152, 1546]
issue-label: ISSUE 54 bbox=[1143, 255, 1195, 268]
weather-body bbox=[18, 459, 218, 735]
man-portrait-icon bbox=[229, 1095, 427, 1225]
printed-at: Printed at Bhubaneswar, Sambalpur, Rayagada & Angul bbox=[623, 255, 909, 268]
reg-swatch bbox=[436, 2322, 452, 2335]
weather-headline: ଆହୁରି ଦୁଇଦିନ ପ୍ରବଳ ଥଣ୍ଡା bbox=[18, 381, 166, 440]
website-url[interactable]: www.orissakhabar.com/www.dharitri.com bbox=[330, 255, 539, 268]
bullet-square-icon bbox=[237, 539, 248, 550]
